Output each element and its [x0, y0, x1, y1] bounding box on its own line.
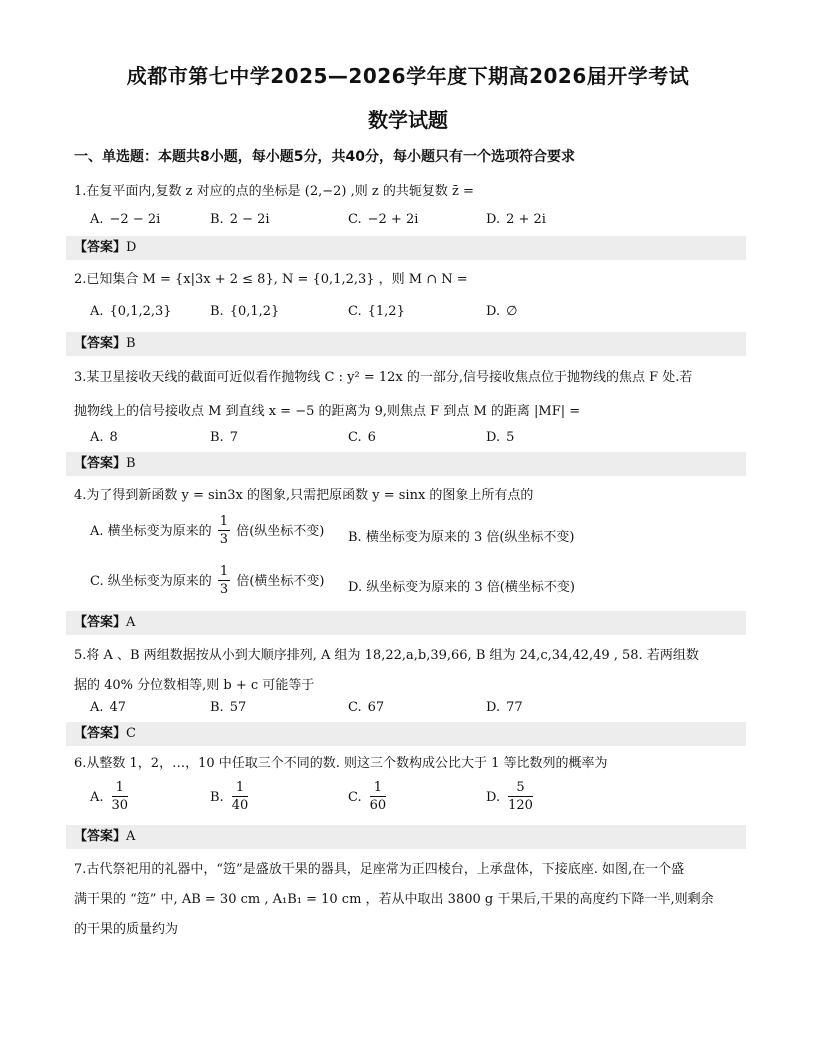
option-d: D. 纵坐标变为原来的 3 倍(横坐标不变)	[348, 580, 575, 595]
option-label: A.	[90, 304, 104, 319]
answer-row	[66, 722, 746, 746]
option-c	[348, 212, 418, 227]
question-6-options	[90, 780, 740, 820]
option-label: C.	[348, 304, 362, 319]
option-b	[210, 212, 270, 227]
option-label: C.	[348, 700, 362, 715]
option-b	[210, 304, 279, 319]
option-text: 77	[506, 700, 523, 715]
fraction-denominator: 120	[508, 798, 533, 813]
option-d	[486, 212, 546, 227]
answer-value: D	[126, 240, 137, 255]
question-3-line-1: 3.某卫星接收天线的截面可近似看作抛物线 C : y² = 12x 的一部分,信号接收焦点位于抛物线的焦点 F 处.若	[74, 370, 693, 385]
option-label: D.	[486, 700, 501, 715]
option-a	[90, 780, 130, 815]
option-text: {1,2}	[367, 304, 405, 319]
option-text: 47	[109, 700, 127, 715]
fraction-numerator: 5	[508, 780, 533, 797]
question-4: 4.为了得到新函数 y = sin3x 的图象,只需把原函数 y = sinx 的图象上所有点的	[74, 488, 534, 503]
option-text: 67	[367, 700, 385, 715]
option-b	[210, 780, 250, 815]
answer-value: C	[126, 726, 136, 741]
option-d	[486, 430, 514, 445]
question-7-line-1: 7.古代祭祀用的礼器中，“笾”是盛放干果的器具，足座常为正四棱台，上承盘体，下接底座. 如图,在一个盛	[74, 862, 685, 877]
option-label: C.	[348, 790, 362, 805]
option-text: 2 − 2i	[229, 212, 270, 227]
option-text: A. 横坐标变为原来的	[90, 524, 212, 539]
option-label: B.	[210, 212, 224, 227]
question-7-line-3: 的干果的质量约为	[74, 922, 179, 937]
question-5-line-1: 5.将 A 、B 两组数据按从小到大顺序排列, A 组为 18,22,a,b,39,66, B 组为 24,c,34,42,49 , 58. 若两组数	[74, 648, 699, 663]
option-text: ∅	[506, 304, 518, 319]
question-3-line-2: 抛物线上的信号接收点 M 到直线 x = −5 的距离为 9,则焦点 F 到点 M 的距离 |MF| =	[74, 404, 581, 419]
option-a	[90, 430, 118, 445]
fraction-numerator: 1	[219, 514, 229, 529]
fraction	[218, 514, 230, 549]
fraction-numerator: 1	[370, 780, 387, 797]
option-text: C. 纵坐标变为原来的	[90, 574, 212, 589]
option-text: 5	[506, 430, 515, 445]
fraction-denominator: 60	[369, 798, 387, 813]
option-b	[210, 430, 238, 445]
question-2-options	[90, 304, 740, 330]
option-c	[348, 700, 384, 715]
answer-value: A	[126, 615, 136, 630]
option-c	[348, 430, 376, 445]
option-a	[90, 212, 160, 227]
option-text: 57	[229, 700, 247, 715]
fraction	[370, 780, 387, 815]
option-text: −2 − 2i	[109, 212, 161, 227]
option-label: D.	[486, 790, 501, 805]
option-label: B.	[210, 304, 224, 319]
answer-label: 【答案】	[74, 336, 127, 351]
option-text: 2 + 2i	[506, 212, 546, 227]
answer-row	[66, 825, 746, 849]
section-heading: 一、单选题：本题共8小题，每小题5分，共40分，每小题只有一个选项符合要求	[74, 149, 575, 165]
option-text: {0,1,2}	[229, 304, 280, 319]
option-label: B.	[210, 790, 224, 805]
option-text: −2 + 2i	[367, 212, 419, 227]
option-label: A.	[90, 790, 104, 805]
answer-label: 【答案】	[74, 240, 127, 255]
option-text: 倍(纵坐标不变)	[236, 524, 325, 539]
fraction-denominator: 3	[219, 582, 229, 597]
option-d	[486, 780, 535, 815]
answer-value: B	[126, 456, 136, 471]
option-d	[486, 700, 523, 715]
option-label: C.	[348, 212, 362, 227]
fraction-numerator: 1	[232, 780, 249, 797]
exam-subtitle: 数学试题	[368, 108, 448, 132]
option-a	[90, 304, 172, 319]
question-2: 2.已知集合 M = {x|3x + 2 ≤ 8}, N = {0,1,2,3} ，则 M ∩ N =	[74, 272, 468, 287]
option-label: D.	[486, 304, 501, 319]
exam-title: 成都市第七中学2025—2026学年度下期高2026届开学考试	[126, 64, 690, 88]
fraction	[232, 780, 249, 815]
answer-label: 【答案】	[74, 615, 127, 630]
answer-value: A	[126, 829, 136, 844]
fraction-numerator: 1	[112, 780, 129, 797]
option-label: C.	[348, 430, 362, 445]
option-label: D.	[486, 212, 501, 227]
question-1: 1.在复平面内,复数 z 对应的点的坐标是 (2,−2) ,则 z 的共轭复数 z̄ =	[74, 184, 474, 199]
option-label: A.	[90, 700, 104, 715]
option-b	[210, 700, 246, 715]
answer-value: B	[126, 336, 136, 351]
option-text: 倍(横坐标不变)	[236, 574, 325, 589]
question-5-line-2: 据的 40% 分位数相等,则 b + c 可能等于	[74, 678, 315, 693]
option-text: 6	[367, 430, 376, 445]
question-7-line-2: 满干果的 “笾” 中, AB = 30 cm , A₁B₁ = 10 cm ，若从中取出 3800 g 干果后,干果的高度约下降一半,则剩余	[74, 892, 714, 907]
option-text: 8	[109, 430, 118, 445]
fraction-denominator: 3	[219, 532, 229, 547]
answer-label: 【答案】	[74, 456, 127, 471]
option-c	[348, 780, 388, 815]
fraction-numerator: 1	[219, 564, 229, 579]
option-text: 7	[229, 430, 238, 445]
option-text: {0,1,2,3}	[109, 304, 172, 319]
option-label: D.	[486, 430, 501, 445]
option-label: B.	[210, 700, 224, 715]
fraction	[508, 780, 533, 815]
question-6: 6.从整数 1，2，…，10 中任取三个不同的数. 则这三个数构成公比大于 1 等比数列的概率为	[74, 756, 608, 771]
option-a	[90, 700, 126, 715]
option-label: B.	[210, 430, 224, 445]
option-a	[90, 514, 324, 549]
answer-label: 【答案】	[74, 829, 127, 844]
answer-row	[66, 452, 746, 476]
answer-label: 【答案】	[74, 726, 127, 741]
fraction	[218, 564, 230, 599]
fraction	[112, 780, 129, 815]
option-c	[90, 564, 324, 599]
option-b: B. 横坐标变为原来的 3 倍(纵坐标不变)	[348, 530, 575, 545]
option-c	[348, 304, 405, 319]
question-1-options	[90, 212, 740, 238]
answer-row	[66, 332, 746, 356]
option-label: A.	[90, 430, 104, 445]
answer-row	[66, 611, 746, 635]
fraction-denominator: 30	[111, 798, 129, 813]
option-d	[486, 304, 517, 319]
fraction-denominator: 40	[231, 798, 249, 813]
answer-row	[66, 236, 746, 260]
option-label: A.	[90, 212, 104, 227]
